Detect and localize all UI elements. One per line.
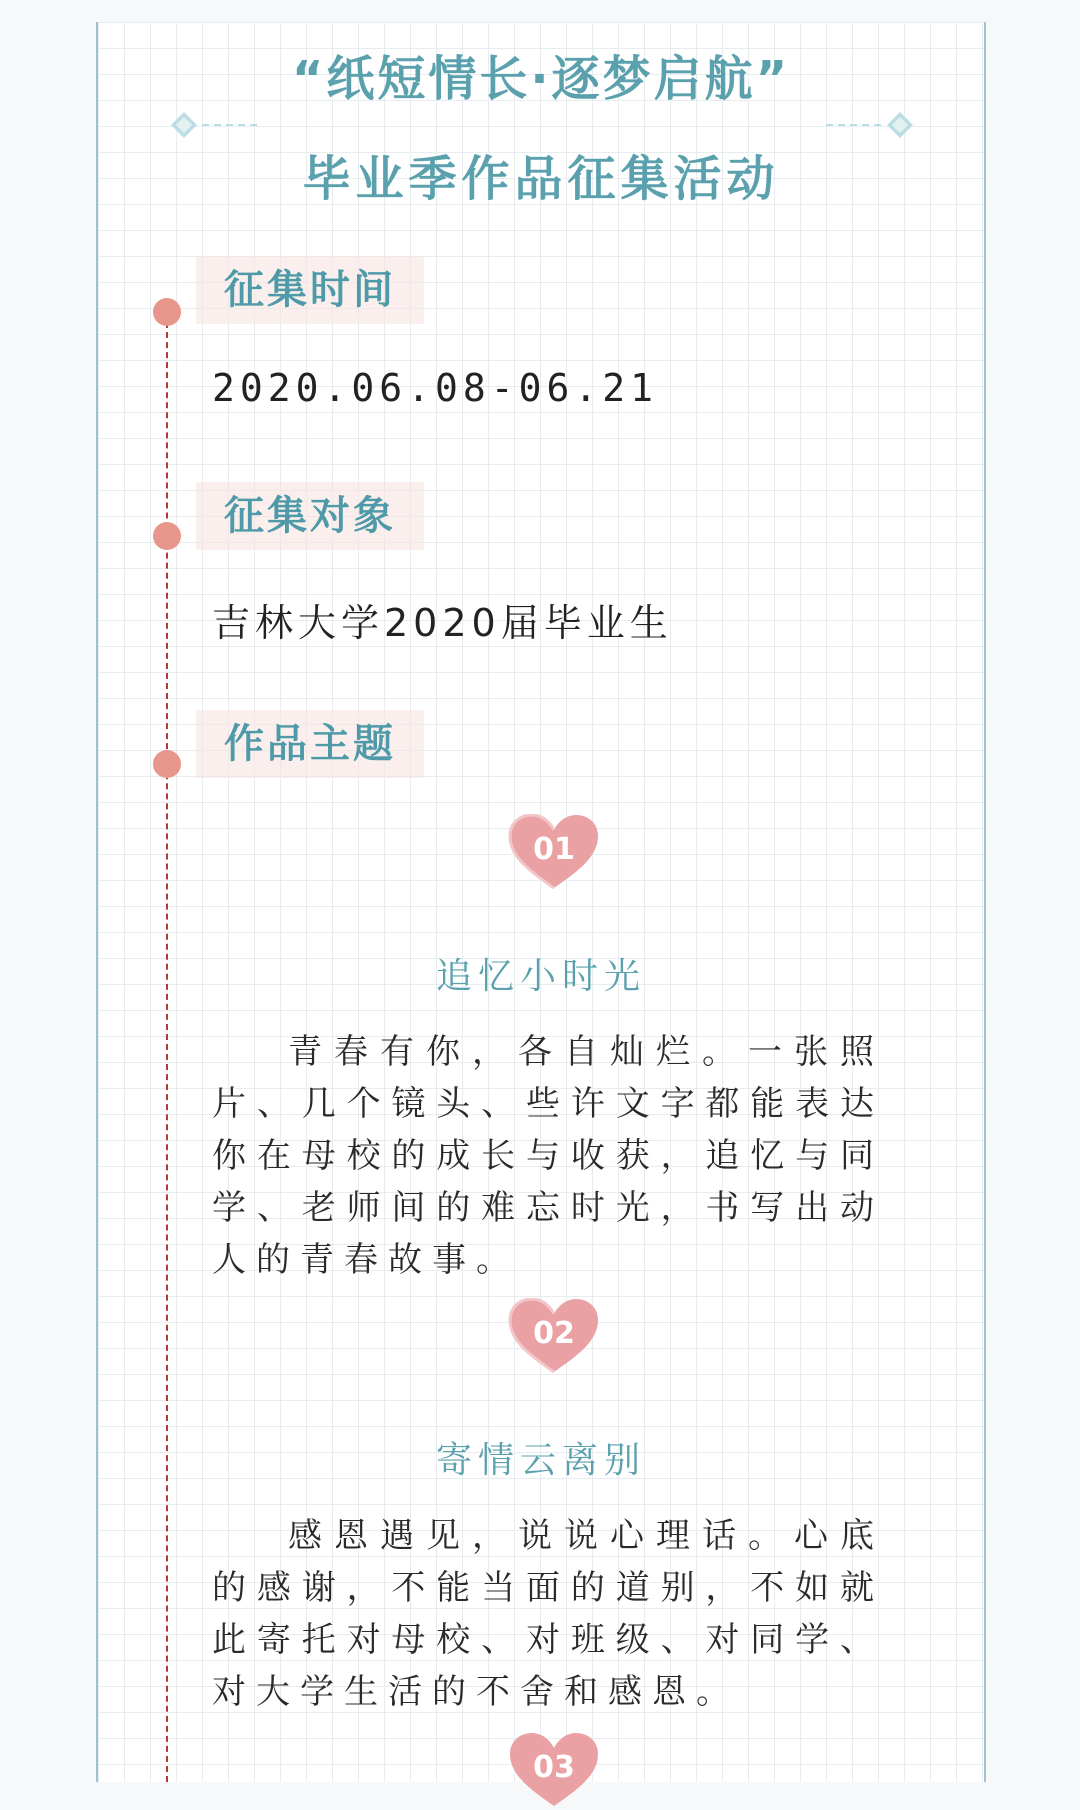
timeline-dot-time — [153, 298, 181, 326]
collection-target-value: 吉林大学2020届毕业生 — [212, 601, 673, 645]
timeline-dot-theme — [153, 750, 181, 778]
theme-number: 02 — [533, 1316, 575, 1351]
diamond-divider-left-icon — [170, 110, 260, 144]
heart-badge-03 — [508, 1732, 600, 1810]
poster-card — [96, 22, 986, 1785]
section-label-theme: 作品主题 — [196, 710, 424, 778]
title-line-2: 毕业季作品征集活动 — [302, 151, 780, 207]
theme-number: 01 — [533, 832, 575, 867]
theme-title-02: 寄情云离别 — [435, 1440, 646, 1481]
theme-number: 03 — [533, 1750, 575, 1785]
heart-badge-02 — [508, 1298, 600, 1376]
timeline-dot-target — [153, 522, 181, 550]
theme-body-01: 青春有你，各自灿烂。一张照片、几个镜头、些许文字都能表达你在母校的成长与收获，追忆与同学、老师间的难忘时光，书写出动人的青春故事。 — [212, 1032, 884, 1280]
title-line-1: “纸短情长·逐梦启航” — [291, 51, 791, 107]
section-label-time: 征集时间 — [196, 256, 424, 324]
theme-title-01: 追忆小时光 — [435, 956, 646, 997]
collection-time-value: 2020.06.08-06.21 — [212, 366, 659, 410]
theme-body-02: 感恩遇见，说说心理话。心底的感谢，不能当面的道别，不如就此寄托对母校、对班级、对同学、对大学生活的不舍和感恩。 — [212, 1516, 884, 1712]
section-label-target: 征集对象 — [196, 482, 424, 550]
diamond-divider-right-icon — [824, 110, 914, 144]
heart-badge-01 — [508, 814, 600, 892]
